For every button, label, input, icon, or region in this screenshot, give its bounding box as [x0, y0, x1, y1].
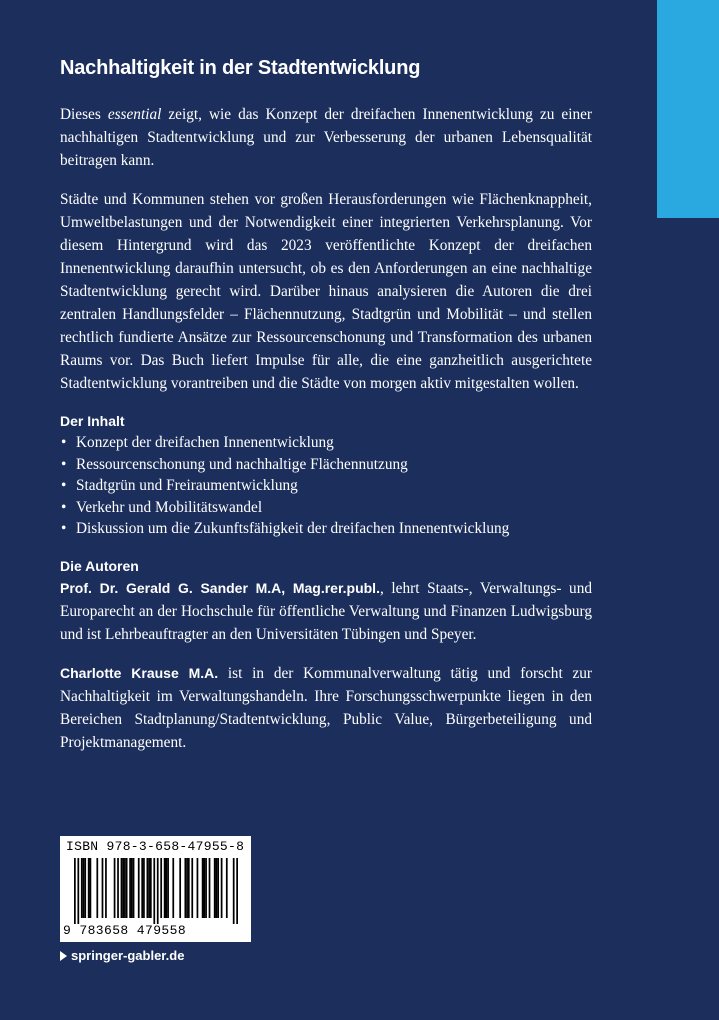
bullet: •: [61, 477, 67, 495]
barcode-bar: [138, 858, 140, 918]
barcode-bar: [236, 858, 238, 924]
barcode-bar: [83, 858, 85, 918]
barcode-bar: [102, 858, 104, 918]
barcode-bar: [126, 858, 128, 918]
barcode-bar: [164, 858, 166, 918]
barcode-bar: [147, 858, 149, 918]
barcode-bar: [143, 858, 145, 918]
intro-paragraph: [60, 103, 592, 172]
barcode-bar: [117, 858, 119, 918]
barcode-bar: [197, 858, 199, 918]
barcode-bar: [186, 858, 188, 918]
barcode-bar: [188, 858, 190, 918]
barcode-bar: [217, 858, 219, 918]
barcode-bar: [172, 858, 174, 918]
authors-heading: Die Autoren: [60, 557, 139, 574]
barcode-bar: [133, 858, 135, 918]
barcode-bar: [105, 858, 107, 918]
barcode-bar: [191, 858, 193, 918]
barcode-bar: [129, 858, 131, 918]
barcode-bar: [124, 858, 126, 918]
list-item: • Verkehr und Mobilitätswandel: [60, 497, 592, 519]
publisher-url: springer-gabler.de: [71, 948, 185, 963]
accent-bar: [657, 0, 719, 218]
barcode-bar: [214, 858, 216, 918]
barcode-bar: [148, 858, 150, 918]
isbn-number: ISBN 978-3-658-47955-8: [66, 839, 245, 854]
barcode-bar: [167, 858, 169, 918]
barcode-bar: [96, 858, 98, 918]
barcode-bar: [209, 858, 211, 918]
barcode-bar: [205, 858, 207, 918]
barcode-bar: [131, 858, 133, 918]
bullet: •: [61, 498, 67, 516]
contents-heading: Der Inhalt: [60, 413, 125, 429]
book-title: Nachhaltigkeit in der Stadtentwicklung: [60, 57, 421, 79]
author1-name: Prof. Dr. Gerald G. Sander M.A, Mag.rer.publ.: [60, 579, 380, 596]
barcode-bar: [202, 858, 204, 918]
intro-before: Dieses: [60, 106, 108, 123]
author2-bio: ist in der Kommunalverwaltung tätig und forscht zur Nachhaltigkeit im Verwaltungshandeln. Ihre Forschungsschwerpunkte liegen in den Bereichen Stadtplanung/Stadtentwicklung, Public Value, Bürgerbeteiligung und Projektmanagement.: [60, 664, 593, 751]
barcode-bar: [216, 858, 218, 918]
barcode-bar: [165, 858, 167, 918]
publisher-link[interactable]: [60, 948, 184, 963]
barcode-bar: [153, 858, 155, 924]
bullet: •: [61, 520, 67, 538]
arrow-right-icon: [60, 951, 67, 961]
barcode-bars: [74, 858, 238, 924]
barcode-bar: [81, 858, 83, 918]
barcode-bar: [221, 858, 223, 918]
barcode-bar: [77, 858, 79, 924]
intro-emphasis: essential: [107, 106, 162, 123]
isbn-barcode: [60, 836, 251, 942]
barcode-bar: [74, 858, 76, 924]
barcode-bar: [84, 858, 86, 918]
barcode-bar: [114, 858, 116, 918]
list-item: • Stadtgrün und Freiraumentwicklung: [60, 475, 592, 497]
list-item: • Ressourcenschonung und nachhaltige Flächennutzung: [60, 454, 592, 476]
bullet: •: [61, 455, 67, 473]
ean-digits: 9 783658 479558: [63, 923, 187, 938]
barcode-bar: [88, 858, 90, 918]
barcode-bar: [122, 858, 124, 918]
barcode-bar: [226, 858, 228, 918]
author2-paragraph: [60, 662, 592, 754]
barcode-bar: [150, 858, 152, 918]
back-cover-text: [60, 55, 592, 770]
author1-paragraph: [60, 577, 592, 646]
barcode-bar: [141, 858, 143, 918]
barcode-bar: [90, 858, 92, 918]
list-item: • Konzept der dreifachen Innenentwicklung: [60, 432, 592, 454]
barcode-bar: [233, 858, 235, 924]
list-item: • Diskussion um die Zukunftsfähigkeit der dreifachen Innenentwicklung: [60, 518, 592, 540]
intro-after: zeigt, wie das Konzept der dreifachen Innenentwicklung zu einer nachhaltigen Stadtentwicklung und zur Verbesserung der urbanen Lebensqualität beitragen kann.: [60, 106, 592, 169]
contents-list: [60, 432, 592, 540]
barcode-bar: [160, 858, 162, 918]
description-paragraph: Städte und Kommunen stehen vor großen Herausforderungen wie Flächenknappheit, Umweltbelastungen und der Notwendigkeit einer integrierten Verkehrsplanung. Vor diesem Hintergrund wird das 2023 veröffentlichte Konzept der dreifachen Innenentwicklung daraufhin untersucht, ob es den Anforderungen an eine nachhaltige Stadtentwicklung gerecht wird. Darüber hinaus analysieren die Autoren die drei zentralen Handlungsfelder – Flächennutzung, Stadtgrün und Mobilität – und stellen rechtlich fundierte Ansätze zur Ressourcenschonung und Transformation des urbanen Raums vor. Das Buch liefert Impulse für alle, die eine ganzheitlich ausgerichtete Stadtentwicklung vorantreiben und die Städte von morgen aktiv mitgestalten wollen.: [60, 191, 592, 392]
author1-bio: , lehrt Staats-, Verwaltungs- und Europarecht an der Hochschule für öffentliche Verwaltung und Finanzen Ludwigsburg und ist Lehrbeauftragter an den Universitäten Tübingen und Speyer.: [60, 579, 593, 643]
bullet: •: [61, 434, 67, 451]
author2-name: Charlotte Krause M.A.: [60, 664, 219, 681]
barcode-bar: [184, 858, 186, 918]
barcode-bar: [121, 858, 123, 918]
barcode-bar: [203, 858, 205, 918]
barcode-bar: [179, 858, 181, 918]
barcode-bar: [157, 858, 159, 924]
